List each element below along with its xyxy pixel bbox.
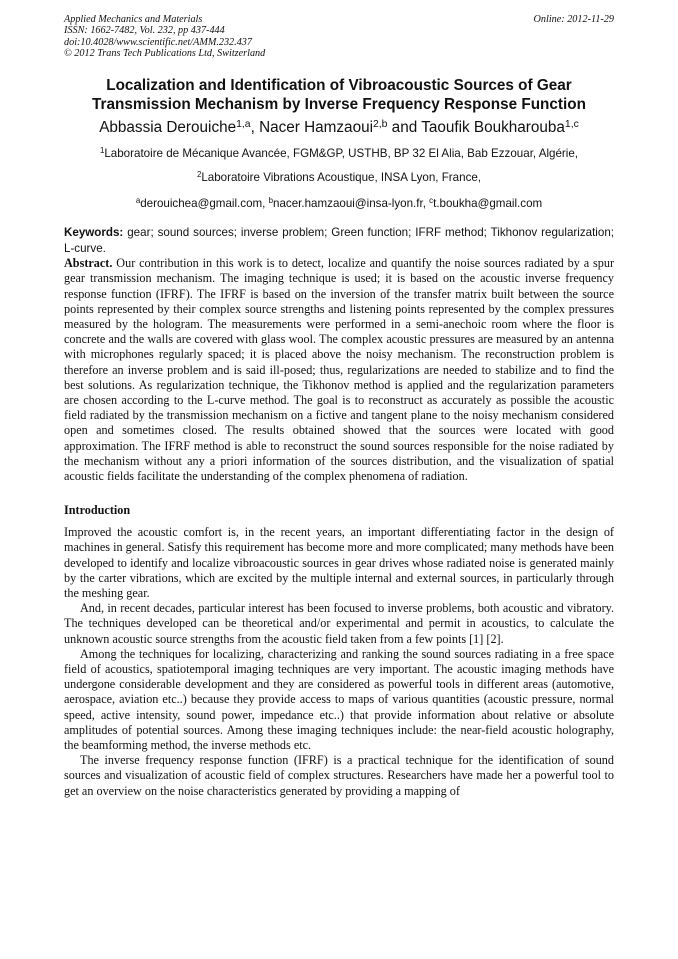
abstract [64,256,618,484]
affiliation-2 [64,171,614,185]
paper-page [64,14,618,799]
abstract-label: Abstract. [64,256,113,271]
author-superscript: 1,a [236,118,251,130]
paper-title [64,76,614,114]
issn-volume-pages: ISSN: 1662-7482, Vol. 232, pp 437-444 [64,25,225,37]
affiliation-marker: 2 [196,170,202,180]
author-name: Nacer Hamzaoui [259,119,373,137]
title-line-1: Localization and Identification of Vibroacoustic Sources of Gear [106,77,572,95]
keywords-text: gear; sound sources; inverse problem; Green function; IFRF method; Tikhonov regularization; L-curve. [64,226,618,255]
author-emails [64,197,614,211]
email-marker: b [268,196,274,206]
author-separator: and [387,119,422,137]
intro-paragraph: Among the techniques for localizing, characterizing and ranking the sound sources radiating in a free space field of acoustics, spatiotemporal imaging techniques are very important. The acoustic imaging methods have undergone considerable development and they are considered as powerful tools in different areas (automotive, aerospace, aviation etc..) because they provide access to maps of various quantities (acoustic pressure, normal speed, active intensity, sound power, impedance etc..) that provide information about relative or absolute amplitudes of potential sources. Among these imaging techniques include: the near-field acoustic holography, the beamforming method, the inverse methods etc. [64,646,614,753]
author-separator: , [250,119,260,137]
affiliation-text: Laboratoire de Mécanique Avancée, FGM&GP, USTHB, BP 32 El Alia, Bab Ezzouar, Algérie, [104,147,579,161]
doi: doi:10.4028/www.scientific.net/AMM.232.437 [64,36,252,48]
email-address: t.boukha@gmail.com [433,197,543,211]
email-separator: , [262,197,269,211]
publication-header [64,14,614,59]
email-marker: c [429,196,434,206]
affiliation-marker: 1 [99,146,105,156]
email-address: nacer.hamzaoui@insa-lyon.fr [273,197,423,211]
section-heading-introduction: Introduction [64,503,131,518]
intro-paragraph: Improved the acoustic comfort is, in the recent years, an important differentiating factor in the design of machines in general. Satisfy this requirement has become more and more complicated; many methods have been developed to identify and localize vibroacoustic sources in gear drives whose radiated noise is generated mainly by the carter vibrations, which are excited by the multiple internal and external sources, in particularly through the meshing gear. [64,525,614,601]
affiliation-1 [64,147,614,161]
email-address: derouichea@gmail.com [140,197,263,211]
author-name: Taoufik Boukharouba [421,119,565,137]
copyright: © 2012 Trans Tech Publications Ltd, Switzerland [64,47,266,59]
intro-paragraph: The inverse frequency response function (IFRF) is a practical technique for the identification of sound sources and visualization of acoustic field of complex structures. Researchers have made her a powerful tool to get an overview on the noise characteristics generated by providing a mapping of [64,753,614,798]
intro-paragraph: And, in recent decades, particular interest has been focused to inverse problems, both acoustic and vibratory. The techniques developed can be theoretical and/or experimental and permit in acoustics, to calculate the unknown acoustic source strengths from the acoustic field taken from a few points [1] [2]. [64,601,614,646]
email-separator: , [422,197,430,211]
email-marker: a [135,196,141,206]
author-superscript: 1,c [564,118,579,130]
title-line-2: Transmission Mechanism by Inverse Frequency Response Function [92,96,586,114]
keywords-label: Keywords: [64,226,124,240]
affiliation-text: Laboratoire Vibrations Acoustique, INSA Lyon, France, [201,171,482,185]
online-date: Online: 2012-11-29 [533,14,614,25]
author-superscript: 2,b [372,118,388,130]
author-name: Abbassia Derouiche [99,119,237,137]
abstract-text: Our contribution in this work is to detect, localize and quantify the noise sources radiated by a spur gear transmission mechanism. The imaging technique is used; it is based on the acoustic inverse frequency response function (IFRF). The IFRF is based on the inversion of the transfer matrix built between the source points represented by their complex source strengths and listening points represented by the complex pressures measured by the hologram. The measurements were performed in a semi-anechoic room where the floor is concrete and the walls are covered with glass wool. The complex acoustic pressures are measured by an antenna with microphones regularly spaced; it is placed above the noisy mechanism. The reconstruction problem is therefore an inverse problem and is said ill-posed; thus, regularizations are needed to stabilize and to find the best solutions. As regularization technique, the Tikhonov method is applied and the regularization parameters are chosen according to the L-curve method. The goal is to reconstruct as accurately as possible the acoustic field radiated by the transmission mechanism on a fictive and tangent plane to the noisy mechanism considered open and sometimes closed. The results obtained showed that the sources were located with good approximation. The IFRF method is able to reconstruct the sound sources responsible for the noise radiated by the mechanism without any a priori information of the sources distribution, and the visualization of spatial acoustic fields facilitate the understanding of the complex phenomena of radiation. [64,256,618,484]
journal-name: Applied Mechanics and Materials [64,14,203,25]
keywords [64,225,618,256]
author-list [64,117,614,138]
